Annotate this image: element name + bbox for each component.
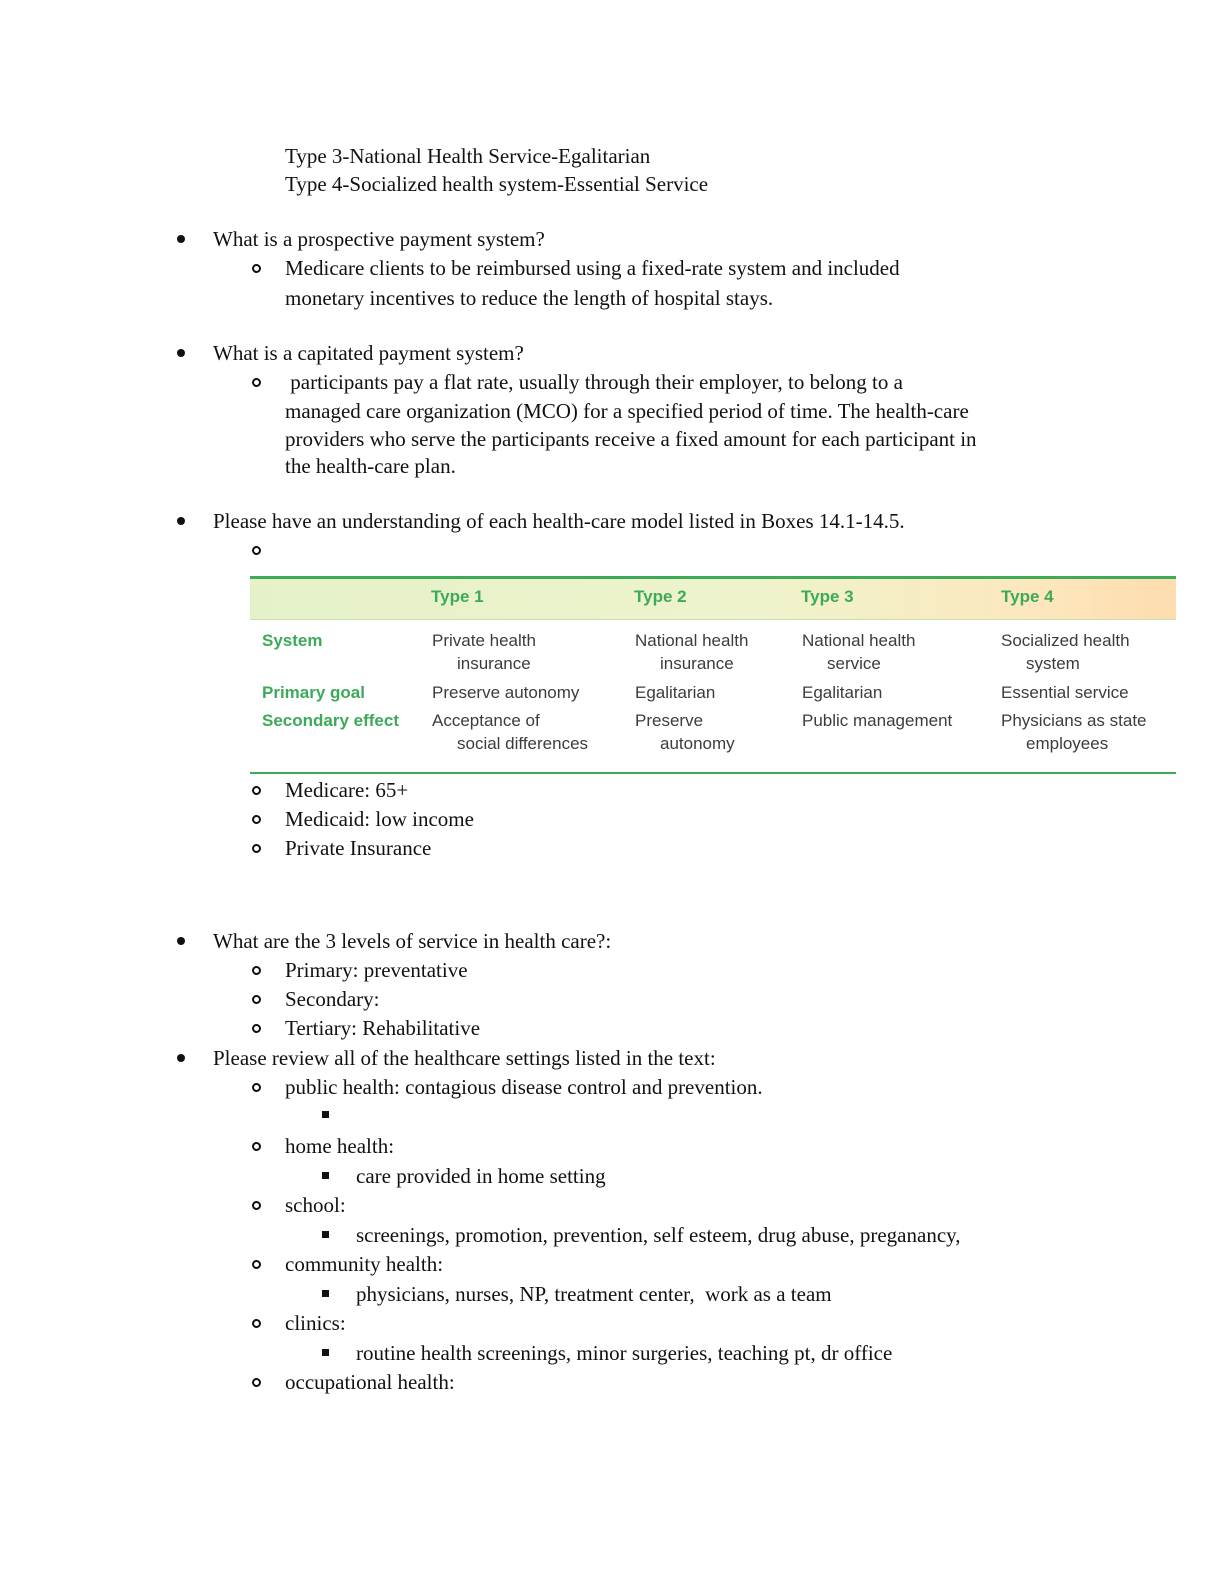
intro-type4: Type 4-Socialized health system-Essential Service: [285, 172, 709, 196]
health-care-model-table: [250, 576, 1176, 776]
circle-bullet-icon: [252, 1319, 261, 1328]
sub-item-medicaid: Medicaid: low income: [285, 807, 474, 831]
bullet-icon: [177, 349, 185, 357]
bullet-icon: [177, 937, 185, 945]
circle-bullet-icon: [252, 1260, 261, 1269]
level-tertiary: Tertiary: Rehabilitative: [285, 1016, 481, 1040]
setting-home-health: home health:: [285, 1134, 395, 1158]
setting-clinics-detail: routine health screenings, minor surgeries, teaching pt, dr office: [356, 1341, 893, 1365]
answer-prospective-line2: monetary incentives to reduce the length of hospital stays.: [285, 286, 774, 310]
setting-school: school:: [285, 1193, 346, 1217]
intro-type3: Type 3-National Health Service-Egalitarian: [285, 144, 651, 168]
setting-clinics: clinics:: [285, 1311, 346, 1335]
level-primary: Primary: preventative: [285, 958, 468, 982]
cell-primary-goal-type3: Egalitarian: [802, 683, 883, 702]
square-bullet-icon: [322, 1231, 329, 1238]
circle-bullet-icon: [252, 378, 261, 387]
answer-prospective-line1: Medicare clients to be reimbursed using a fixed-rate system and included: [285, 256, 900, 280]
square-bullet-icon: [322, 1111, 329, 1118]
cell-primary-goal-type2: Egalitarian: [635, 683, 716, 702]
row-label-system: System: [262, 631, 323, 650]
header-type3: Type 3: [801, 587, 854, 606]
circle-bullet-icon: [252, 1142, 261, 1151]
cell-primary-goal-type1: Preserve autonomy: [432, 683, 580, 702]
setting-school-detail: screenings, promotion, prevention, self esteem, drug abuse, preganancy,: [356, 1223, 961, 1247]
cell-primary-goal-type4: Essential service: [1001, 683, 1129, 702]
table-header-divider: [250, 619, 1176, 620]
cell-system-type1: Private health insurance: [432, 631, 536, 673]
question-prospective: What is a prospective payment system?: [213, 227, 545, 251]
cell-secondary-effect-type2: Preserve autonomy: [635, 711, 735, 753]
setting-community-health: community health:: [285, 1252, 444, 1276]
square-bullet-icon: [322, 1172, 329, 1179]
header-type1: Type 1: [431, 587, 484, 606]
question-capitated: What is a capitated payment system?: [213, 341, 524, 365]
circle-bullet-icon: [252, 1024, 261, 1033]
sub-item-medicare: Medicare: 65+: [285, 778, 409, 802]
level-secondary: Secondary:: [285, 987, 380, 1011]
cell-system-type3: National health service: [802, 631, 916, 673]
cell-secondary-effect-type4: Physicians as state employees: [1001, 711, 1147, 753]
answer-capitated-line4: the health-care plan.: [285, 454, 456, 478]
table-bottom-rule: [250, 772, 1176, 774]
circle-bullet-icon: [252, 1083, 261, 1092]
header-type4: Type 4: [1001, 587, 1054, 606]
setting-public-health: public health: contagious disease control and prevention.: [285, 1075, 763, 1099]
answer-capitated-line2: managed care organization (MCO) for a specified period of time. The health-care: [285, 399, 969, 423]
circle-bullet-icon: [252, 546, 261, 555]
cell-system-type4: Socialized health system: [1001, 631, 1130, 673]
bullet-icon: [177, 1054, 185, 1062]
cell-system-type2: National health insurance: [635, 631, 749, 673]
circle-bullet-icon: [252, 264, 261, 273]
sub-item-private-insurance: Private Insurance: [285, 836, 432, 860]
bullet-icon: [177, 517, 185, 525]
circle-bullet-icon: [252, 966, 261, 975]
circle-bullet-icon: [252, 815, 261, 824]
circle-bullet-icon: [252, 1378, 261, 1387]
circle-bullet-icon: [252, 1201, 261, 1210]
row-label-secondary-effect: Secondary effect: [262, 711, 399, 730]
setting-community-health-detail: physicians, nurses, NP, treatment center, work as a team: [356, 1282, 832, 1306]
header-type2: Type 2: [634, 587, 687, 606]
cell-secondary-effect-type1: Acceptance of social differences: [432, 711, 589, 753]
setting-occupational-health: occupational health:: [285, 1370, 455, 1394]
cell-secondary-effect-type3: Public management: [802, 711, 953, 730]
statement-models: Please have an understanding of each health-care model listed in Boxes 14.1-14.5.: [213, 509, 905, 533]
answer-capitated-line3: providers who serve the participants receive a fixed amount for each participant in: [285, 427, 977, 451]
answer-capitated-line1: participants pay a flat rate, usually through their employer, to belong to a: [285, 370, 903, 394]
row-label-primary-goal: Primary goal: [262, 683, 365, 702]
statement-settings: Please review all of the healthcare settings listed in the text:: [213, 1046, 716, 1070]
bullet-icon: [177, 235, 185, 243]
circle-bullet-icon: [252, 995, 261, 1004]
square-bullet-icon: [322, 1349, 329, 1356]
circle-bullet-icon: [252, 786, 261, 795]
setting-home-health-detail: care provided in home setting: [356, 1164, 606, 1188]
question-levels: What are the 3 levels of service in health care?:: [213, 929, 612, 953]
circle-bullet-icon: [252, 844, 261, 853]
square-bullet-icon: [322, 1290, 329, 1297]
